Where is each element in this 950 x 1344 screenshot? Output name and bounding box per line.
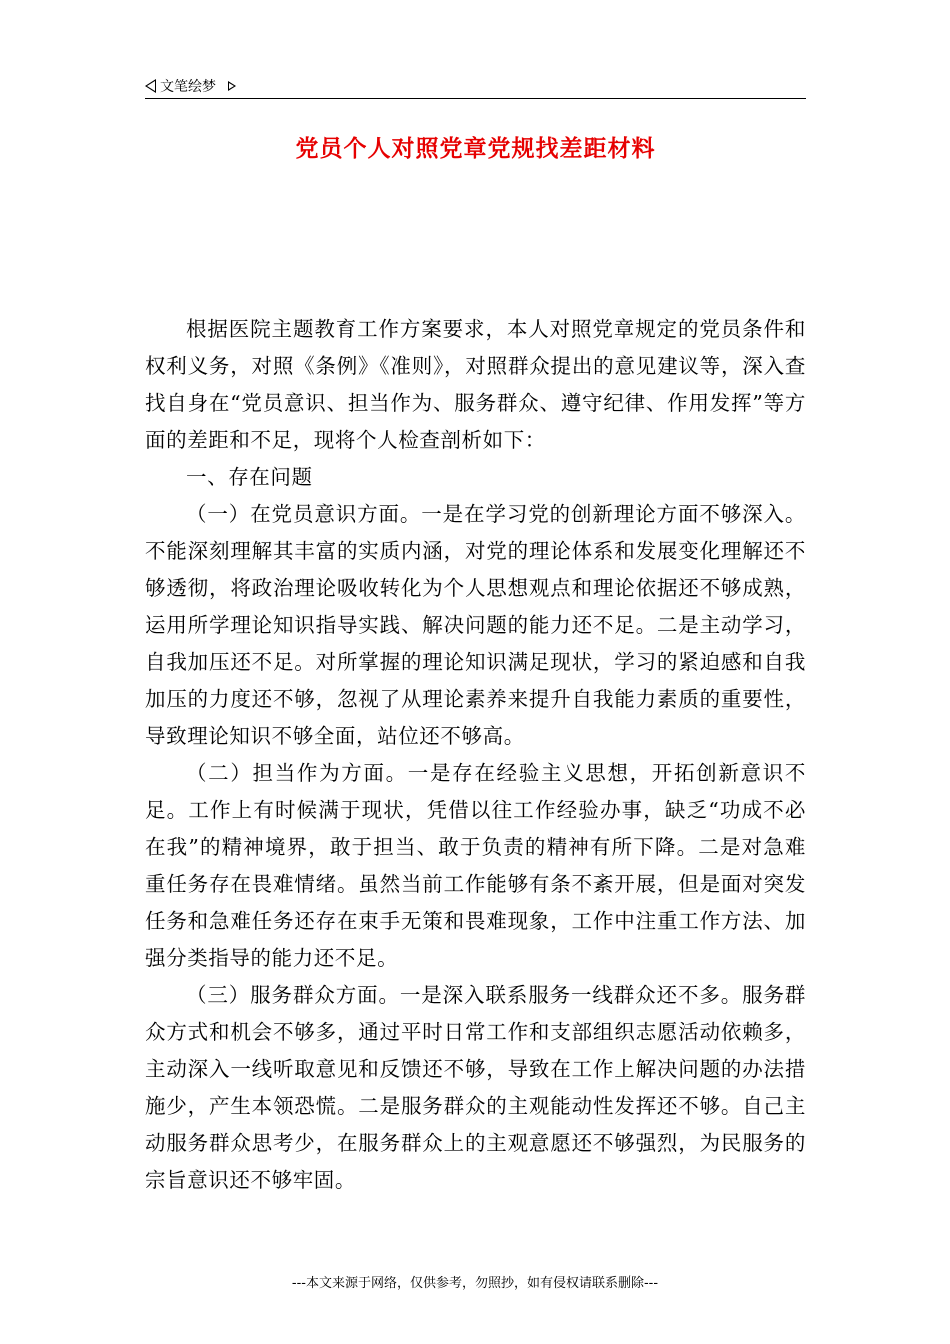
paragraph-intro: 根据医院主题教育工作方案要求，本人对照党章规定的党员条件和权利义务，对照《条例》《准则》，对照群众提出的意见建议等，深入查找自身在“党员意识、担当作为、服务群众、遵守纪律、作用发挥”等方面的差距和不足，现将个人检查剖析如下： [145,317,806,452]
header-rule [145,98,806,99]
triangle-left-icon [145,79,156,93]
section-heading: 一、存在问题 [186,465,313,489]
document-title: 党员个人对照党章党规找差距材料 [295,135,656,162]
paragraph-responsibility: （二）担当作为方面。一是存在经验主义思想，开拓创新意识不足。工作上有时候满于现状，凭借以往工作经验办事，缺乏“功成不必在我”的精神境界，敢于担当、敢于负责的精神有所下降。二是对急难重任务存在畏难情绪。虽然当前工作能够有条不紊开展，但是面对突发任务和急难任务还存在束手无策和畏难现象，工作中注重工作方法、加强分类指导的能力还不足。 [145,761,806,970]
triangle-right-icon [228,81,236,91]
paragraph-serving-masses: （三）服务群众方面。一是深入联系服务一线群众还不多。服务群众方式和机会不够多，通过平时日常工作和支部组织志愿活动依赖多，主动深入一线听取意见和反馈还不够，导致在工作上解决问题的办法措施少，产生本领恐慌。二是服务群众的主观能动性发挥还不够。自己主动服务群众思考少，在服务群众上的主观意愿还不够强烈，为民服务的宗旨意识还不够牢固。 [145,983,806,1192]
page-header [145,74,806,98]
header-label: 文笔绘梦 [160,79,216,95]
document-body [145,311,806,1199]
paragraph-party-awareness: （一）在党员意识方面。一是在学习党的创新理论方面不够深入。不能深刻理解其丰富的实质内涵，对党的理论体系和发展变化理解还不够透彻，将政治理论吸收转化为个人思想观点和理论依据还不够成熟，运用所学理论知识指导实践、解决问题的能力还不足。二是主动学习，自我加压还不足。对所掌握的理论知识满足现状，学习的紧迫感和自我加压的力度还不够，忽视了从理论素养来提升自我能力素质的重要性，导致理论知识不够全面，站位还不够高。 [145,502,806,748]
page-footer: ---本文来源于网络，仅供参考，勿照抄，如有侵权请联系删除--- [291,1276,659,1291]
